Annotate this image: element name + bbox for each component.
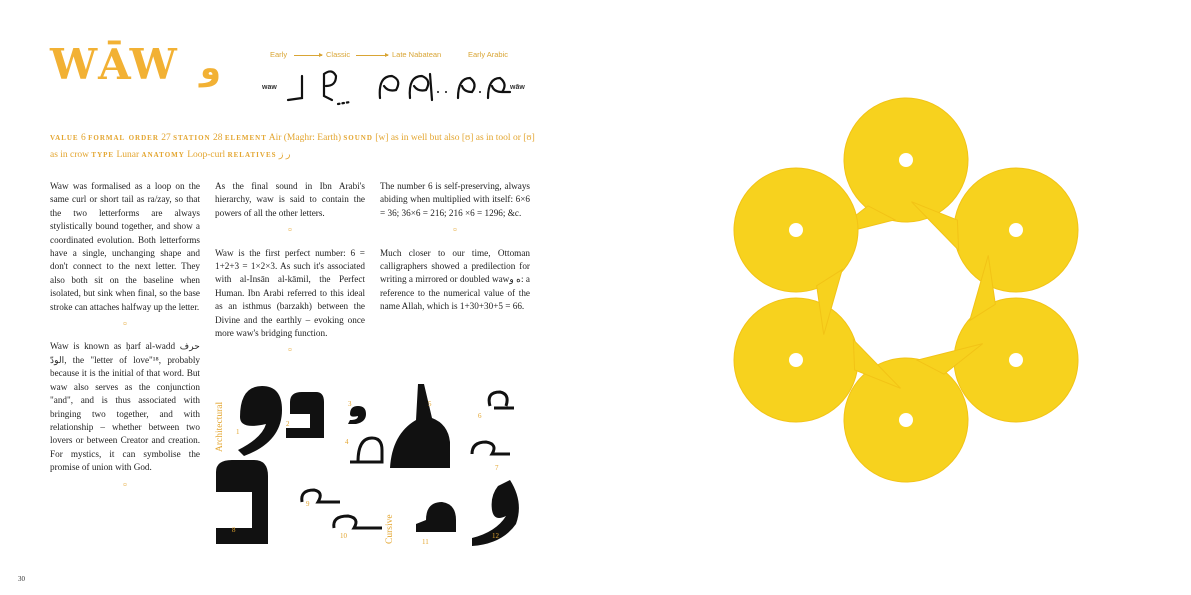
anatomy: Loop-curl (187, 150, 226, 160)
section-separator-icon: ¤ (288, 346, 292, 355)
label-cursive: Cursive (385, 514, 395, 544)
text-column-2 (215, 180, 365, 367)
paragraph: Waw was formalised as a loop on the same curl or short tail as ra/zay, so that the two letterforms are always stylistically bound together, and show a coordinated evolution. Both letterforms have a single, unchanging shape and don't connect to the next letter. They also both sit on the baseline when isolated, but sink when final, so the base stroke can attaches halfway up the letter. (50, 181, 200, 312)
paragraph: Waw is the first perfect number: 6 = 1+2+3 = 1×2×3. As such it's associated with al-Insān al-kāmil, the Perfect Human. Ibn Arabi referred to this ideal as an isthmus (barzakh) between the Divine and the earthly – evoking once more waw's bridging function. (215, 247, 365, 339)
specimen-number-1: 1 (236, 428, 240, 436)
paragraph: As the final sound in Ibn Arabi's hierarchy, waw is said to contain the powers of all the other letters. (215, 181, 365, 218)
letter-heading (50, 40, 221, 89)
section-separator-icon: ¤ (123, 480, 127, 489)
paragraph: Waw is known as ḥarf al-wadd حرف الودّ, the "letter of love"¹⁸, probably because it is the initial of that word. But waw also serves as the conjunction "and", and is thus associated with bringing two together, and with relationship – whether between two lovers or between Creator and creation. For mystics, it can symbolise the promise of union with God. (50, 341, 200, 473)
evolution-tag-right: wāw (510, 84, 525, 91)
specimen-number-8: 8 (232, 526, 236, 534)
station: 28 (212, 133, 223, 143)
sound: [w] as in well but also [ʊ] as in tool or [ʊ] as in crow (50, 133, 535, 160)
label-architectural: Architectural (215, 401, 225, 452)
specimen-number-2: 2 (286, 420, 290, 428)
specimen-number-12: 12 (492, 532, 499, 540)
right-page (596, 0, 1191, 595)
arabic-letter: و (199, 48, 221, 88)
arrow-icon (294, 55, 322, 56)
rosette-drawing (716, 90, 1096, 490)
letterform-specimens (210, 372, 545, 552)
stage-early-arabic: Early Arabic (468, 50, 509, 59)
page-number: 30 (18, 575, 25, 583)
relatives: ر ز (278, 150, 291, 160)
formal-order: 27 (161, 133, 171, 143)
evolution-glyphs (262, 62, 542, 112)
specimen-number-3: 3 (348, 400, 352, 408)
stage-late-nabatean: Late Nabatean (392, 50, 442, 59)
element: Air (Maghr: Earth) (268, 133, 342, 143)
letter-properties: value 6 formal order 27 station 28 element Air (Maghr: Earth) sound [w] as in well but also [ʊ] as in tool or [ʊ] as in crow type Lunar anatomy Loop-curl relatives ر ز (50, 133, 535, 160)
stage-classic: Classic (326, 50, 351, 59)
letterform-drawings (210, 372, 545, 552)
specimen-number-7: 7 (495, 464, 499, 472)
section-separator-icon: ¤ (123, 320, 127, 329)
specimen-number-5: 5 (428, 400, 432, 408)
specimen-number-9: 9 (306, 500, 310, 508)
specimen-number-6: 6 (478, 412, 482, 420)
section-separator-icon: ¤ (288, 226, 292, 235)
type: Lunar (116, 150, 140, 160)
evolution-tag-left: waw (262, 84, 277, 91)
left-page (0, 0, 595, 595)
letter-name: WĀW (50, 40, 178, 89)
specimen-number-11: 11 (422, 538, 429, 546)
arrow-icon (356, 55, 388, 56)
evolution-glyph-drawing (262, 62, 542, 112)
value: 6 (80, 133, 86, 143)
section-separator-icon: ¤ (453, 226, 457, 235)
paragraph: Much closer to our time, Ottoman calligraphers showed a predilection for writing a mirrored or doubled wawه و: a reference to the numerical value of the name Allah, which is 1+30+30+5 = 66. (380, 247, 530, 312)
text-column-1 (50, 180, 200, 501)
specimen-number-10: 10 (340, 532, 347, 540)
stage-early: Early (270, 50, 288, 59)
text-column-3 (380, 180, 530, 318)
six-waw-rosette-illustration (716, 90, 1096, 490)
paragraph: The number 6 is self-preserving, always abiding when multiplied with itself: 6×6 = 36; 36×6 = 216; 216 ×6 = 1296; &c. (380, 181, 530, 218)
specimen-number-4: 4 (345, 438, 349, 446)
